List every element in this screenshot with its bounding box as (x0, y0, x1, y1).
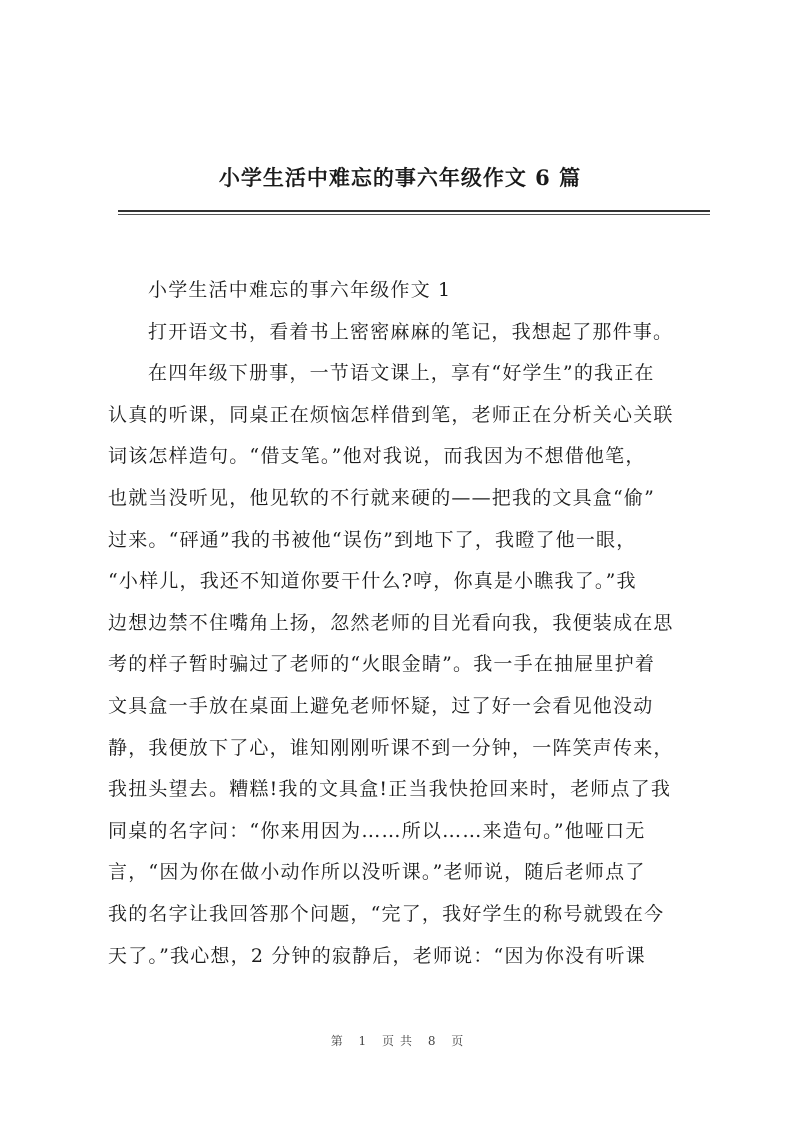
title-rule (118, 210, 710, 212)
paragraph-line: 言，“因为你在做小动作所以没听课。”老师说，随后老师点了 (108, 861, 646, 884)
paragraph-line: 也就当没听见，他见软的不行就来硬的——把我的文具盒“偷” (108, 486, 656, 509)
document-body (108, 270, 712, 977)
paragraph-line: “小样儿，我还不知道你要干什么?哼，你真是小瞧我了。”我 (108, 570, 637, 593)
document-title: 小学生活中难忘的事六年级作文 6 篇 (218, 165, 582, 190)
paragraph-line: 同桌的名字问：“你来用因为……所以……来造句。”他哑口无 (108, 819, 646, 842)
paragraph-line: 边想边禁不住嘴角上扬，忽然老师的目光看向我，我便装成在思 (108, 611, 674, 634)
paragraph-line: 词该怎样造句。“借支笔。”他对我说，而我因为不想借他笔， (108, 445, 646, 468)
paragraph-line: 文具盒一手放在桌面上避免老师怀疑，过了好一会看见他没动 (108, 694, 654, 717)
paragraph-line: 考的样子暂时骗过了老师的“火眼金睛”。我一手在抽屉里护着 (108, 653, 656, 676)
paragraph-line: 天了。”我心想，2 分钟的寂静后，老师说：“因为你没有听课 (108, 944, 646, 967)
paragraph-line: 认真的听课，同桌正在烦恼怎样借到笔，老师正在分析关心关联 (108, 403, 674, 426)
paragraph-line: 我扭头望去。糟糕!我的文具盒!正当我快抢回来时，老师点了我 (108, 778, 672, 801)
paragraph-line: 我的名字让我回答那个问题，“完了，我好学生的称号就毁在今 (108, 902, 665, 925)
title-rule-thin (118, 214, 710, 215)
paragraph-line: 打开语文书，看着书上密密麻麻的笔记，我想起了那件事。 (148, 320, 674, 343)
paragraph-line: 过来。“砰通”我的书被他“误伤”到地下了，我瞪了他一眼， (108, 528, 637, 551)
page-footer: 第 1 页共 8 页 (330, 1034, 470, 1048)
paragraph-line: 静，我便放下了心，谁知刚刚听课不到一分钟，一阵笑声传来， (108, 736, 674, 759)
paragraph-line: 在四年级下册事，一节语文课上，享有“好学生”的我正在 (148, 362, 655, 385)
section-heading: 小学生活中难忘的事六年级作文 1 (148, 279, 452, 301)
